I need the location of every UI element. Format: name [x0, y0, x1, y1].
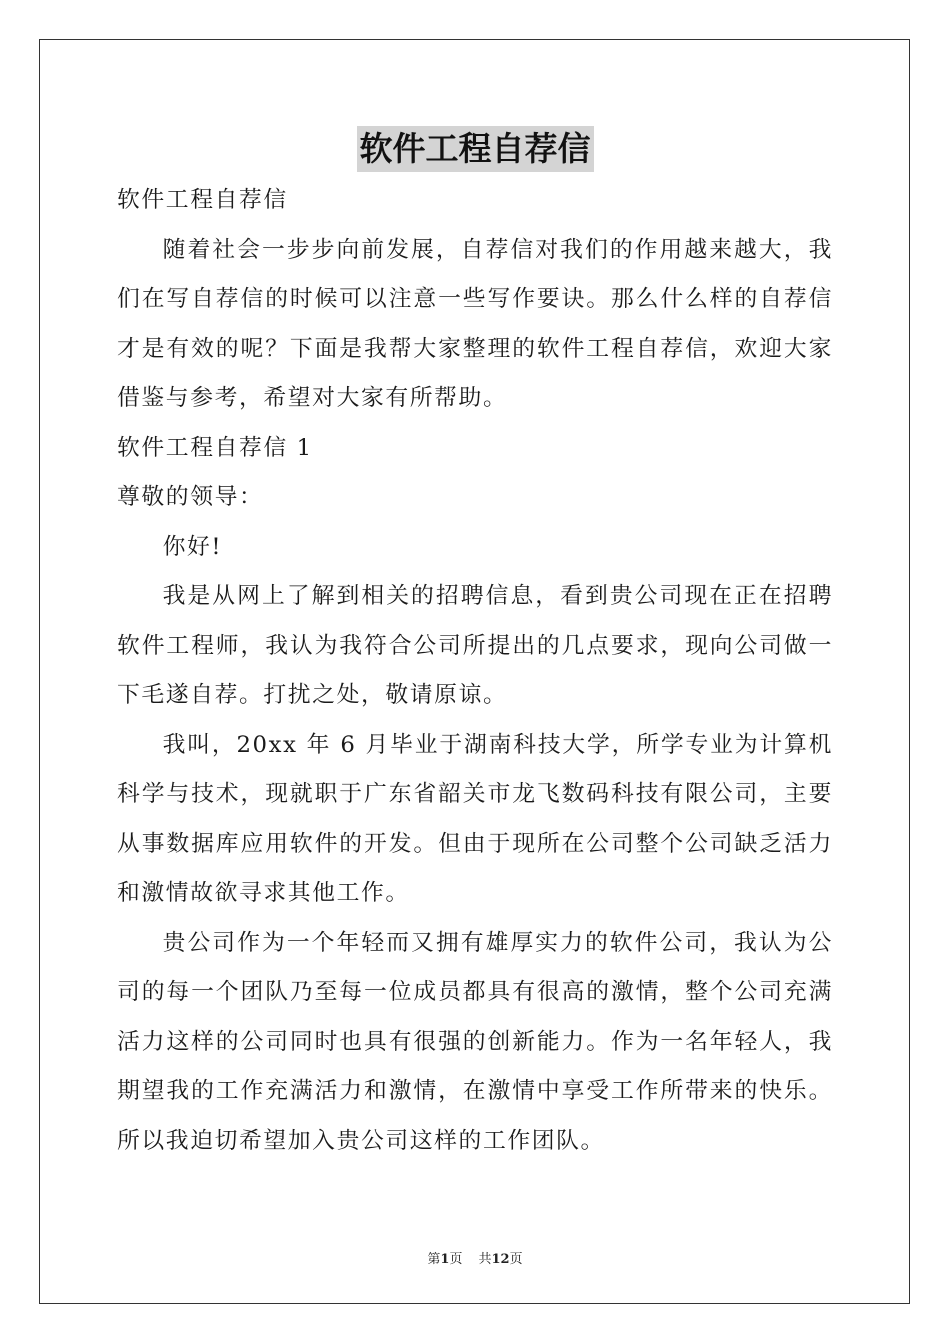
section-heading: 软件工程自荐信 1	[117, 434, 313, 461]
title-container	[0, 126, 950, 172]
body-paragraph: 贵公司作为一个年轻而又拥有雄厚实力的软件公司，我认为公司的每一个团队乃至每一位成员都具有很高的激情，整个公司充满活力这样的公司同时也具有很强的创新能力。作为一名年轻人，我期望我的工作充满活力和激情，在激情中享受工作所带来的快乐。所以我迫切希望加入贵公司这样的工作团队。	[117, 929, 833, 1154]
page-current: 1	[440, 1252, 450, 1267]
page-suffix: 页	[449, 1252, 463, 1267]
greeting: 你好!	[162, 533, 223, 560]
document-title: 软件工程自荐信	[357, 126, 594, 172]
intro-paragraph: 随着社会一步步向前发展，自荐信对我们的作用越来越大，我们在写自荐信的时候可以注意一些写作要诀。那么什么样的自荐信才是有效的呢？下面是我帮大家整理的软件工程自荐信，欢迎大家借鉴与参考，希望对大家有所帮助。	[117, 236, 833, 411]
page-total: 12	[491, 1252, 510, 1267]
body-paragraph: 我是从网上了解到相关的招聘信息，看到贵公司现在正在招聘软件工程师，我认为我符合公司所提出的几点要求，现向公司做一下毛遂自荐。打扰之处，敬请原谅。	[117, 583, 833, 708]
total-prefix: 共	[478, 1252, 492, 1267]
page-footer	[0, 1248, 950, 1267]
total-suffix: 页	[509, 1252, 523, 1267]
salutation: 尊敬的领导：	[117, 484, 264, 510]
page-prefix: 第	[427, 1252, 441, 1267]
subtitle-paragraph: 软件工程自荐信	[117, 187, 288, 213]
document-body	[117, 176, 833, 1166]
body-paragraph: 我叫，20xx 年 6 月毕业于湖南科技大学，所学专业为计算机科学与技术，现就职于广东省韶关市龙飞数码科技有限公司，主要从事数据库应用软件的开发。但由于现所在公司整个公司缺乏活力和激情故欲寻求其他工作。	[117, 731, 833, 906]
